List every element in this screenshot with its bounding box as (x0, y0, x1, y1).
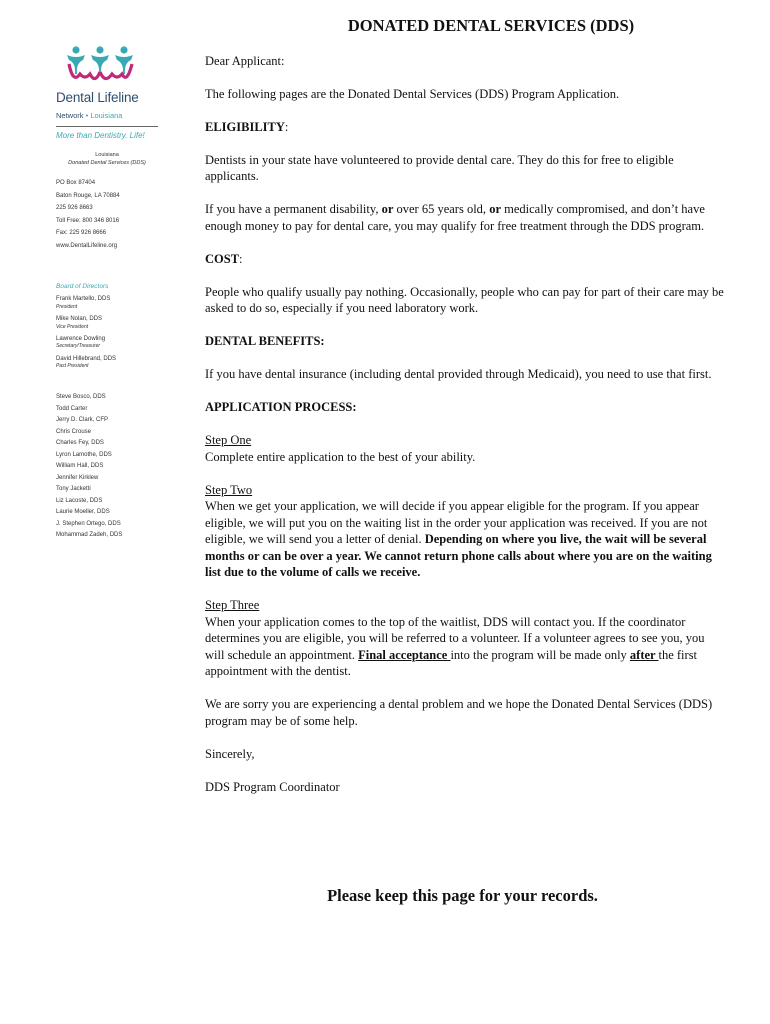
officer (56, 316, 176, 330)
board-member: Tony Jacketti (56, 486, 91, 493)
page-title: DONATED DENTAL SERVICES (DDS) (347, 16, 635, 35)
greeting: Dear Applicant: (205, 53, 285, 68)
board-member: Steve Bosco, DDS (56, 394, 106, 401)
officer (56, 336, 176, 350)
officer-role: Vice President (56, 323, 89, 330)
logo-tagline: More than Dentistry. Life! (56, 130, 145, 140)
board-member: Lyron Lamothe, DDS (56, 451, 112, 458)
letterhead-sidebar (56, 44, 176, 543)
process-heading: APPLICATION PROCESS: (205, 400, 357, 414)
cost-paragraph: People who qualify usually pay nothing. Occasionally, people who can pay for part of their care may be asked to do so, especially if you need laboratory work. (205, 284, 724, 315)
contact-block (56, 179, 176, 254)
program-title: Donated Dental Services (DDS) (68, 159, 146, 166)
board-officers (56, 296, 176, 369)
step-three (205, 597, 727, 680)
logo-divider (56, 126, 158, 127)
heading-colon: : (284, 119, 289, 134)
step-two-warning: Depending on where you live, the wait will be several months or can be over a year. We cannot return phone calls about where you are on the waiting list due to the volume of calls we receive. (205, 532, 712, 579)
board-member: Laurie Moeller, DDS (56, 509, 110, 516)
program-name (56, 152, 158, 167)
logo-name: Dental Lifeline (56, 90, 139, 105)
signature: DDS Program Coordinator (205, 779, 340, 794)
contact-line: Baton Rouge, LA 70884 (56, 192, 120, 199)
step-two-label: Step Two (205, 482, 253, 497)
board-heading: Board of Directors (56, 283, 109, 291)
criteria-text: medically compromised, and don’t have enough money to pay for dental care, you may qualify for free treatment through the DDS program. (205, 202, 705, 233)
logo-state: Louisiana (90, 110, 123, 120)
criteria-text: If you have a permanent disability, (205, 202, 382, 216)
eligibility-heading-text: ELIGIBILITY (205, 119, 285, 134)
cost-heading (205, 251, 727, 268)
benefits-heading: DENTAL BENEFITS: (205, 334, 325, 348)
after-text: after (629, 647, 659, 662)
step-three-text: the first appointment with the dentist. (205, 647, 698, 678)
criteria-or: or (381, 202, 394, 216)
eligibility-criteria (205, 201, 727, 234)
officer-name: Lawrence Dowling (56, 335, 106, 342)
step-three-text: into the program will be made only (450, 647, 630, 662)
eligibility-paragraph: Dentists in your state have volunteered to provide dental care. They do this for free to eligible applicants. (205, 152, 674, 183)
contact-line: Toll Free: 800 346 8016 (56, 217, 120, 224)
contact-line: PO Box 87404 (56, 180, 96, 187)
step-one (205, 432, 727, 465)
final-acceptance-text: Final acceptance (358, 647, 451, 662)
step-one-label: Step One (205, 433, 252, 447)
heading-colon: : (239, 251, 243, 266)
board-member: William Hall, DDS (56, 463, 104, 470)
officer-name: Frank Martello, DDS (56, 296, 111, 303)
officer (56, 296, 176, 310)
board-member: Chris Crouse (56, 428, 92, 435)
board-member: Liz Lacoste, DDS (56, 497, 103, 504)
step-three-label: Step Three (205, 598, 260, 612)
officer-role: Secretary/Treasurer (56, 343, 101, 350)
logo-separator: • (85, 110, 89, 120)
criteria-or: or (489, 202, 501, 216)
contact-line: 225 926 8663 (56, 205, 93, 212)
criteria-text: over 65 years old, (393, 202, 490, 216)
board-member: Jerry D. Clark, CFP (56, 417, 109, 424)
signoff: Sincerely, (205, 746, 255, 761)
officer (56, 356, 176, 370)
step-three-text: When your application comes to the top of the waitlist, DDS will contact you. If the coordinator determines you are eligible, you will be referred to a volunteer. If a volunteer agrees to see you, you will schedule an appointment. (205, 614, 705, 662)
intro-paragraph: The following pages are the Donated Dental Services (DDS) Program Application. (205, 86, 620, 101)
cost-heading-text: COST (205, 251, 240, 266)
step-one-text: Complete entire application to the best of your ability. (205, 449, 476, 464)
step-two (205, 482, 727, 581)
dental-lifeline-logo-icon (64, 44, 148, 86)
benefits-paragraph: If you have dental insurance (including dental provided through Medicaid), you need to use that first. (205, 367, 712, 381)
logo-subtitle (56, 110, 176, 122)
board-member: J. Stephen Ortego, DDS (56, 520, 121, 527)
board-member: Mohammad Zadeh, DDS (56, 532, 123, 539)
eligibility-heading (205, 119, 727, 136)
contact-line: www.DentalLifeline.org (56, 242, 118, 249)
step-two-text: When we get your application, we will decide if you appear eligible for the program. If you appear eligible, we will put you on the waiting list in the order your application was received. If you are not eligible, we will send you a letter of denial. (205, 499, 708, 546)
board-member: Jennifer Kirklew (56, 474, 99, 481)
officer-name: Mike Nolan, DDS (56, 316, 103, 323)
letter-body (205, 18, 727, 812)
officer-name: David Hillebrand, DDS (56, 355, 117, 362)
closing-paragraph: We are sorry you are experiencing a dental problem and we hope the Donated Dental Services (DDS) program may be of some help. (205, 697, 713, 728)
officer-role: President (56, 303, 78, 310)
board-member: Todd Carter (56, 405, 88, 412)
logo-network: Network (56, 110, 84, 120)
board-member: Charles Fey, DDS (56, 440, 104, 447)
footer-note: Please keep this page for your records. (327, 886, 598, 905)
program-state: Louisiana (95, 151, 119, 158)
board-members (56, 393, 176, 543)
contact-line: Fax: 225 926 8666 (56, 230, 107, 237)
officer-role: Past President (56, 363, 89, 370)
